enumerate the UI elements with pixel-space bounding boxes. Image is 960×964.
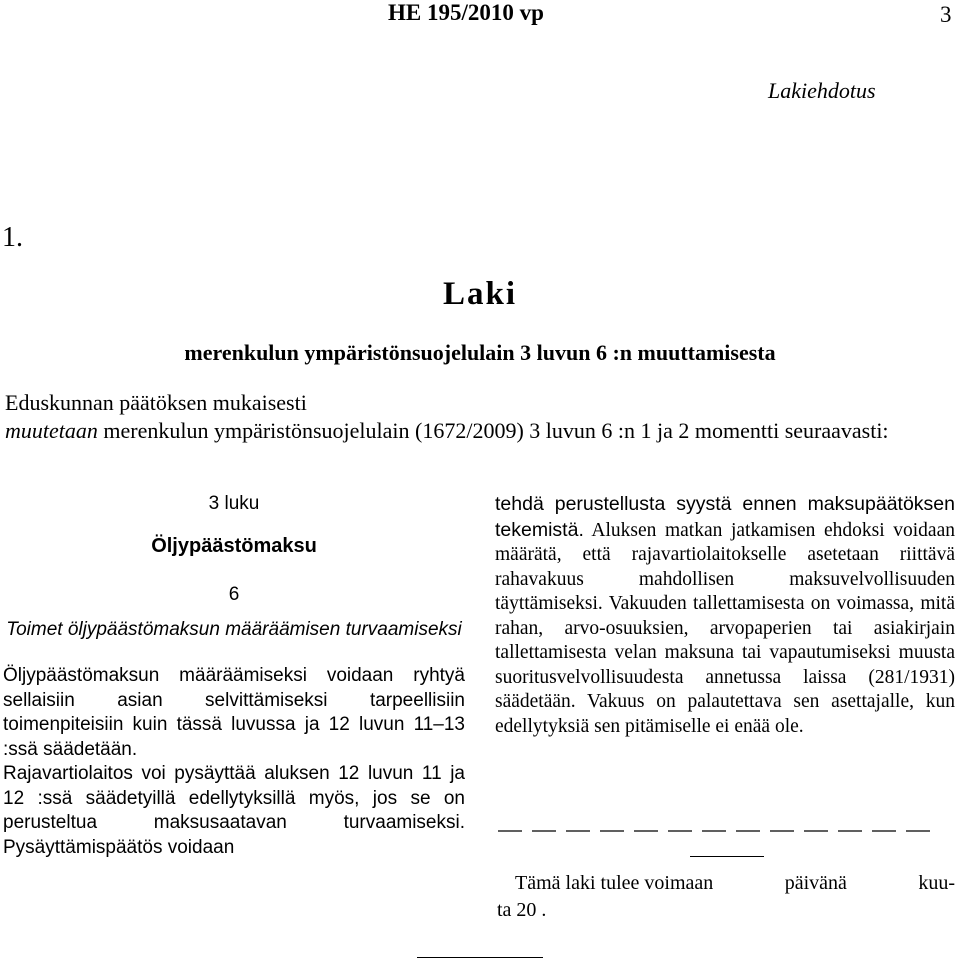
section-title: Toimet öljypäästömaksun määräämisen turvaamiseksi xyxy=(6,619,462,640)
entry-force-month: kuu- xyxy=(918,872,955,894)
proposal-label: Lakiehdotus xyxy=(768,78,876,103)
law-number: 1. xyxy=(2,222,23,253)
amend-text: merenkulun ympäristönsuojelulain (1672/2009) 3 luvun 6 :n 1 ja 2 momentti seuraavasti: xyxy=(97,418,889,443)
footer-line xyxy=(417,957,543,958)
paragraph-2: Rajavartiolaitos voi pysäyttää aluksen 12 luvun 11 ja 12 :ssä säädetyillä edellytyksillä myös, jos se on perusteltua maksusaatavan turvaamiseksi. Pysäyttämispäätös voidaan xyxy=(3,763,465,858)
dashes-graphic xyxy=(496,826,936,836)
left-column xyxy=(3,490,465,860)
law-title: Laki xyxy=(442,276,518,312)
right-column xyxy=(495,492,955,739)
right-column-text: Aluksen matkan jatkamisen ehdoksi voidaan määrätä, että rajavartiolaitokselle asetetaan riittävä rahavakuus mahdollisen maksuvelvollisuuden täyttämiseksi. Vakuuden tallettamisesta on voimassa, mitä rahan, arvo-osuuksien, arvopaperien tai asiakirjain tallettamisesta velan maksuna tai vapautumiseksi muusta suoritusvelvollisuudesta annetussa laissa (281/1931) säädetään. Vakuus on palautettava sen asettajalle, kun edellytyksiä sen pitämiselle ei enää ole. xyxy=(495,519,955,737)
chapter-title: Öljypäästömaksu xyxy=(151,535,317,557)
entry-into-force xyxy=(497,870,955,924)
amendment-clause xyxy=(5,417,955,444)
entry-force-day: päivänä xyxy=(784,872,847,894)
law-subject: merenkulun ympäristönsuojelulain 3 luvun 6 :n muuttamisesta xyxy=(184,340,776,365)
section-heading: 6 xyxy=(228,584,240,605)
page-number: 3 xyxy=(940,2,952,27)
enactment-intro: Eduskunnan päätöksen mukaisesti xyxy=(5,390,307,415)
amend-keyword: muutetaan xyxy=(5,418,98,443)
omission-dashes xyxy=(496,823,936,833)
separator-line xyxy=(690,856,764,857)
chapter-heading: 3 luku xyxy=(208,493,260,514)
document-id: HE 195/2010 vp xyxy=(388,0,544,25)
entry-force-text: Tämä laki tulee voimaan xyxy=(515,872,714,894)
right-column-continued: tehdä perustellusta syystä ennen maksupäätöksen tekemistä. xyxy=(495,493,955,541)
paragraph-1: Öljypäästömaksun määräämiseksi voidaan ryhtyä sellaisiin asian selvittämiseksi tarpeellisiin toimenpiteisiin kuin tässä luvussa ja 12 luvun 11–13 :ssä säädetään. xyxy=(3,665,465,760)
entry-force-year: ta 20 . xyxy=(497,899,547,921)
